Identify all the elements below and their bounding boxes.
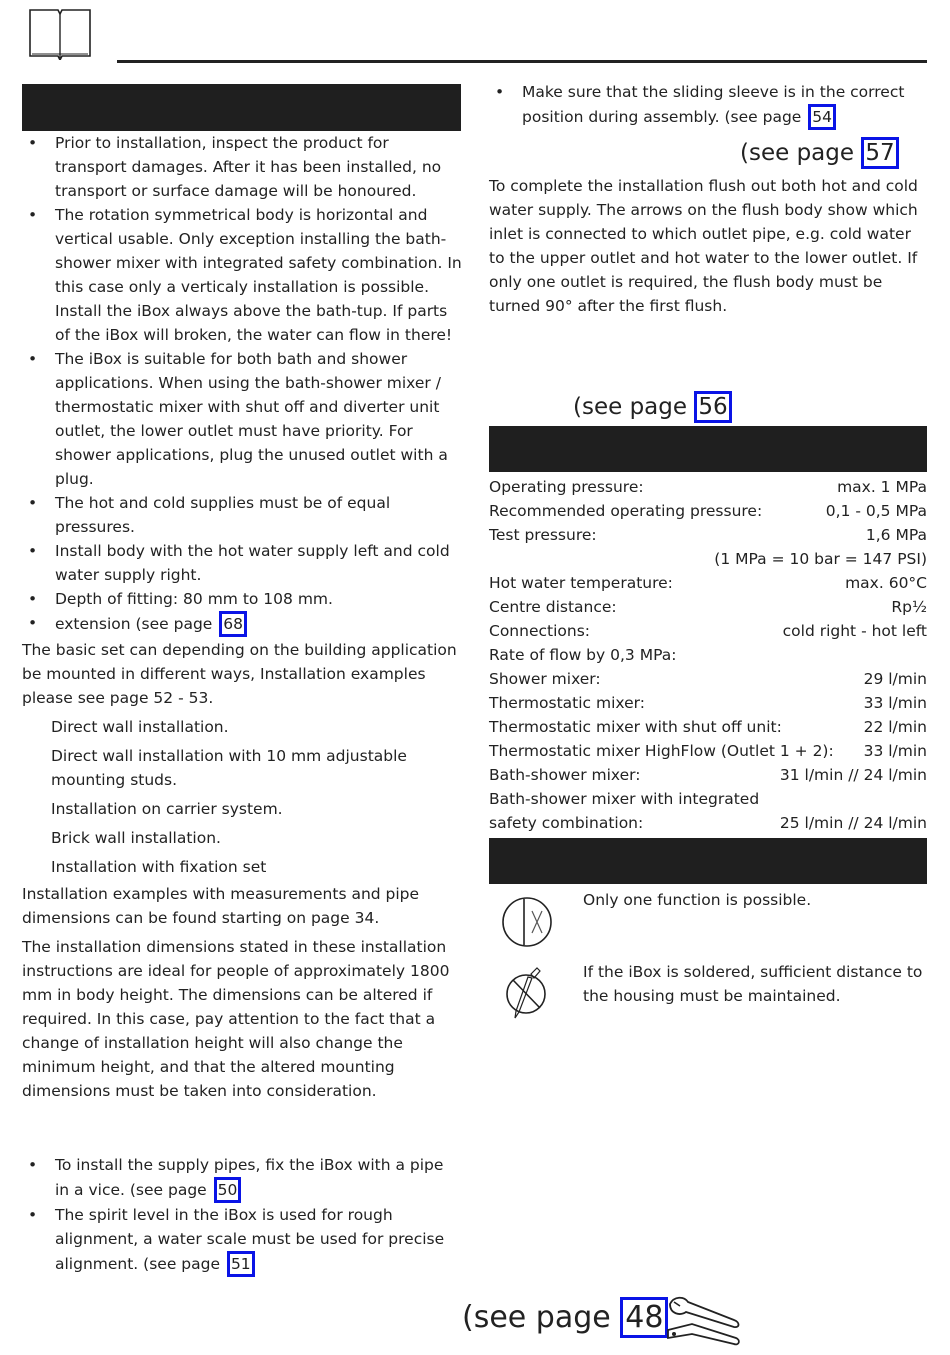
- bottom-see-page: (see page 48: [462, 1298, 668, 1338]
- install-types-list: [51, 715, 461, 884]
- list-item: • The iBox is suitable for both bath and shower applications. When using the bath-shower mixer / thermostatic mixer with shut off and diverter unit outlet, the lower outlet must have priority. For shower applications, plug the unused outlet with a plug.: [22, 347, 462, 491]
- list-item: • The rotation symmetrical body is horizontal and vertical usable. Only exception installing the bath-shower mixer with integrated safety combination. In this case only a verticaly installation is possible. Install the iBox always above the bath-tup. If parts of the iBox will broken, the water can flow in there!: [22, 203, 462, 347]
- table-row: (1 MPa = 10 bar = 147 PSI): [714, 550, 927, 568]
- table-row: Thermostatic mixer: 33 l/min: [489, 694, 927, 712]
- extension-text: extension (see page: [55, 615, 213, 633]
- list-item: • Install body with the hot water supply left and cold water supply right.: [22, 539, 462, 587]
- page-link-68[interactable]: 68: [217, 611, 247, 637]
- table-row: Operating pressure: max. 1 MPa: [489, 478, 927, 496]
- page-link-54[interactable]: 54: [806, 104, 836, 130]
- tech-data-table: [489, 475, 927, 835]
- list-item: Direct wall installation with 10 mm adjustable: [51, 747, 407, 765]
- sleeve-list: [489, 80, 927, 130]
- table-row: Connections: cold right - hot left: [489, 622, 927, 640]
- safety-section-bar: [22, 84, 461, 131]
- list-item: • To install the supply pipes, fix the iBox with a pipe in a vice. (see page 50: [22, 1153, 462, 1203]
- table-row: Bath-shower mixer: 31 l/min // 24 l/min: [489, 766, 927, 784]
- list-item: • Depth of fitting: 80 mm to 108 mm.: [22, 587, 462, 611]
- list-item: Direct wall installation.: [51, 718, 229, 736]
- symbols-section-bar: [489, 838, 927, 884]
- table-row: Thermostatic mixer with shut off unit: 22 l/min: [489, 718, 927, 736]
- no-mixing-icon: [500, 895, 554, 949]
- dimensions-paragraph: The installation dimensions stated in these installation instructions are ideal for people of approximately 1800 mm in body height. The dimensions can be altered if required. In this case, pay attention to the fact that a change of installation height will also change the minimum height, and that the altered mounting dimensions must be taken into consideration.: [22, 938, 450, 1100]
- table-row: Centre distance: Rp½: [489, 598, 927, 616]
- list-item: Installation with fixation set: [51, 858, 267, 876]
- safety-list: [22, 131, 462, 637]
- list-item: [22, 611, 462, 637]
- page-link-51[interactable]: 51: [225, 1251, 255, 1277]
- list-item: • Make sure that the sliding sleeve is in the correct position during assembly. (see page 54: [489, 80, 927, 130]
- table-row: Bath-shower mixer with integrated: [489, 790, 760, 808]
- page-link-57[interactable]: 57: [861, 137, 898, 169]
- symbol-two-text: If the iBox is soldered, sufficient distance to the housing must be maintained.: [583, 963, 923, 1005]
- header-rule: [117, 60, 927, 63]
- table-row: Rate of flow by 0,3 MPa:: [489, 646, 677, 664]
- tools-icon: [664, 1294, 744, 1348]
- mid-see-page: (see page 56: [573, 392, 732, 422]
- page-link-48[interactable]: 48: [620, 1297, 668, 1338]
- flush-see-page: (see page 57: [740, 138, 899, 168]
- list-item: Brick wall installation.: [51, 829, 221, 847]
- page-link-56[interactable]: 56: [694, 391, 731, 423]
- no-soldering-icon: [503, 964, 551, 1020]
- flush-paragraph: To complete the installation flush out both hot and cold water supply. The arrows on the flush body show which inlet is connected to which outlet pipe, e.g. cold water to the upper outlet and hot water to the lower outlet. If only one outlet is required, the flush body must be turned 90° after the first flush.: [489, 177, 918, 315]
- table-row: Hot water temperature: max. 60°C: [489, 574, 927, 592]
- symbol-one-text: Only one function is possible.: [583, 891, 812, 909]
- table-row: Test pressure: 1,6 MPa: [489, 526, 927, 544]
- basic-set-paragraph: The basic set can depending on the building application be mounted in different ways, Installation examples please see page 52 - 53.: [22, 641, 457, 707]
- book-icon: [28, 6, 92, 60]
- page-link-50[interactable]: 50: [212, 1177, 242, 1203]
- pipes-list: [22, 1153, 462, 1277]
- table-row: Thermostatic mixer HighFlow (Outlet 1 + 2): 33 l/min: [489, 742, 927, 760]
- list-item: • The spirit level in the iBox is used for rough alignment, a water scale must be used for precise alignment. (see page 51: [22, 1203, 462, 1277]
- table-row: Recommended operating pressure: 0,1 - 0,5 MPa: [489, 502, 927, 520]
- list-item: • The hot and cold supplies must be of equal pressures.: [22, 491, 462, 539]
- table-row: Shower mixer: 29 l/min: [489, 670, 927, 688]
- list-item: • Prior to installation, inspect the product for transport damages. After it has been installed, no transport or surface damage will be honoured.: [22, 131, 462, 203]
- table-row: safety combination: 25 l/min // 24 l/min: [489, 814, 927, 832]
- tech-section-bar: [489, 426, 927, 472]
- examples-paragraph: Installation examples with measurements and pipe dimensions can be found starting on page 34.: [22, 885, 420, 927]
- list-item: mounting studs.: [51, 771, 178, 789]
- list-item: Installation on carrier system.: [51, 800, 283, 818]
